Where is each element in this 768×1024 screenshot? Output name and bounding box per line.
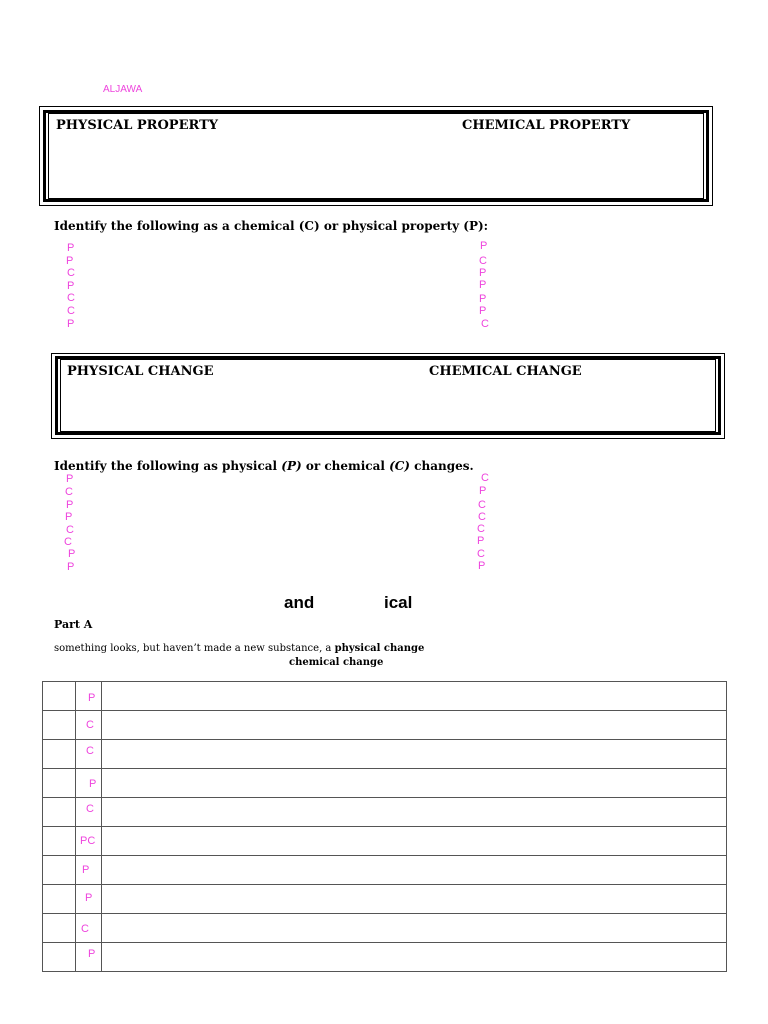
answer-mark: C xyxy=(479,255,487,267)
answer-mark: P xyxy=(478,560,486,572)
answer-mark: C xyxy=(481,472,489,484)
row-number-cell xyxy=(43,943,76,972)
description-cell xyxy=(102,682,727,711)
answer-mark: C xyxy=(86,719,94,731)
answer-mark: P xyxy=(67,318,75,330)
answer-mark: C xyxy=(66,524,74,536)
description-cell xyxy=(102,769,727,798)
answer-mark: P xyxy=(66,473,74,485)
part-a-text-body: something looks, but haven’t made a new substance, a xyxy=(54,643,335,654)
row-number-cell xyxy=(43,682,76,711)
row-number-cell xyxy=(43,827,76,856)
table-row xyxy=(43,769,727,798)
answer-mark: C xyxy=(67,305,75,317)
answer-mark: C xyxy=(86,803,94,815)
heading-word-ical: ical xyxy=(384,593,413,612)
table-row xyxy=(43,711,727,740)
answer-cell xyxy=(76,885,102,914)
answer-cell xyxy=(76,798,102,827)
answer-mark: P xyxy=(88,948,96,960)
physical-property-title: PHYSICAL PROPERTY xyxy=(56,118,219,133)
table-row xyxy=(43,914,727,943)
answer-mark: P xyxy=(477,535,485,547)
answer-mark: P xyxy=(85,892,93,904)
row-number-cell xyxy=(43,856,76,885)
answer-mark: P xyxy=(479,305,487,317)
change-instruction-c: (C) xyxy=(389,459,410,473)
answer-mark: P xyxy=(66,255,74,267)
table-row xyxy=(43,827,727,856)
description-cell xyxy=(102,740,727,769)
answer-cell xyxy=(76,856,102,885)
row-number-cell xyxy=(43,740,76,769)
description-cell xyxy=(102,827,727,856)
answer-mark: C xyxy=(477,548,485,560)
answer-mark: C xyxy=(81,923,89,935)
change-instruction xyxy=(54,459,474,473)
part-a-text xyxy=(54,643,424,654)
answer-mark: P xyxy=(67,242,75,254)
property-instruction: Identify the following as a chemical (C) or physical property (P): xyxy=(54,219,489,233)
row-number-cell xyxy=(43,769,76,798)
answer-cell xyxy=(76,740,102,769)
row-number-cell xyxy=(43,885,76,914)
heading-word-and: and xyxy=(284,593,315,612)
table-row xyxy=(43,943,727,972)
table-row xyxy=(43,798,727,827)
answer-mark: C xyxy=(481,318,489,330)
table-row xyxy=(43,885,727,914)
answer-mark: P xyxy=(479,293,487,305)
answer-mark: P xyxy=(89,778,97,790)
answer-cell xyxy=(76,943,102,972)
table-row xyxy=(43,740,727,769)
answer-mark: P xyxy=(479,279,487,291)
change-instruction-part: changes. xyxy=(409,459,474,473)
physical-change-term: physical change xyxy=(334,643,425,654)
answer-cell xyxy=(76,711,102,740)
answer-mark: P xyxy=(480,240,488,252)
answer-mark: C xyxy=(478,511,486,523)
answer-mark: P xyxy=(82,864,90,876)
change-instruction-part: Identify the following as physical xyxy=(54,459,282,473)
answer-mark: C xyxy=(67,267,75,279)
row-number-cell xyxy=(43,914,76,943)
part-a-label: Part A xyxy=(54,618,93,631)
answer-mark: P xyxy=(67,561,75,573)
description-cell xyxy=(102,885,727,914)
answer-table xyxy=(42,681,727,972)
answer-mark: PC xyxy=(80,835,96,847)
answer-mark: C xyxy=(67,292,75,304)
answer-mark: C xyxy=(65,486,73,498)
change-instruction-p: (P) xyxy=(281,459,302,473)
change-instruction-part: or chemical xyxy=(301,459,390,473)
chemical-property-title: CHEMICAL PROPERTY xyxy=(462,118,631,133)
answer-mark: P xyxy=(68,548,76,560)
answer-mark: P xyxy=(88,692,96,704)
answer-mark: P xyxy=(67,280,75,292)
answer-mark: P xyxy=(65,511,73,523)
description-cell xyxy=(102,798,727,827)
description-cell xyxy=(102,943,727,972)
row-number-cell xyxy=(43,711,76,740)
answer-mark: P xyxy=(479,267,487,279)
answer-cell xyxy=(76,914,102,943)
answer-cell xyxy=(76,769,102,798)
answer-mark: P xyxy=(66,499,74,511)
answer-mark: C xyxy=(478,499,486,511)
physical-change-title: PHYSICAL CHANGE xyxy=(67,364,214,379)
table-row xyxy=(43,856,727,885)
author-label: ALJAWA xyxy=(103,84,143,95)
chemical-change-title: CHEMICAL CHANGE xyxy=(429,364,582,379)
answer-mark: C xyxy=(64,536,72,548)
description-cell xyxy=(102,856,727,885)
answer-mark: C xyxy=(477,523,485,535)
description-cell xyxy=(102,711,727,740)
chemical-change-term: chemical change xyxy=(289,657,384,668)
answer-cell xyxy=(76,827,102,856)
answer-cell xyxy=(76,682,102,711)
answer-mark: C xyxy=(86,745,94,757)
table-row xyxy=(43,682,727,711)
description-cell xyxy=(102,914,727,943)
answer-mark: P xyxy=(479,485,487,497)
row-number-cell xyxy=(43,798,76,827)
